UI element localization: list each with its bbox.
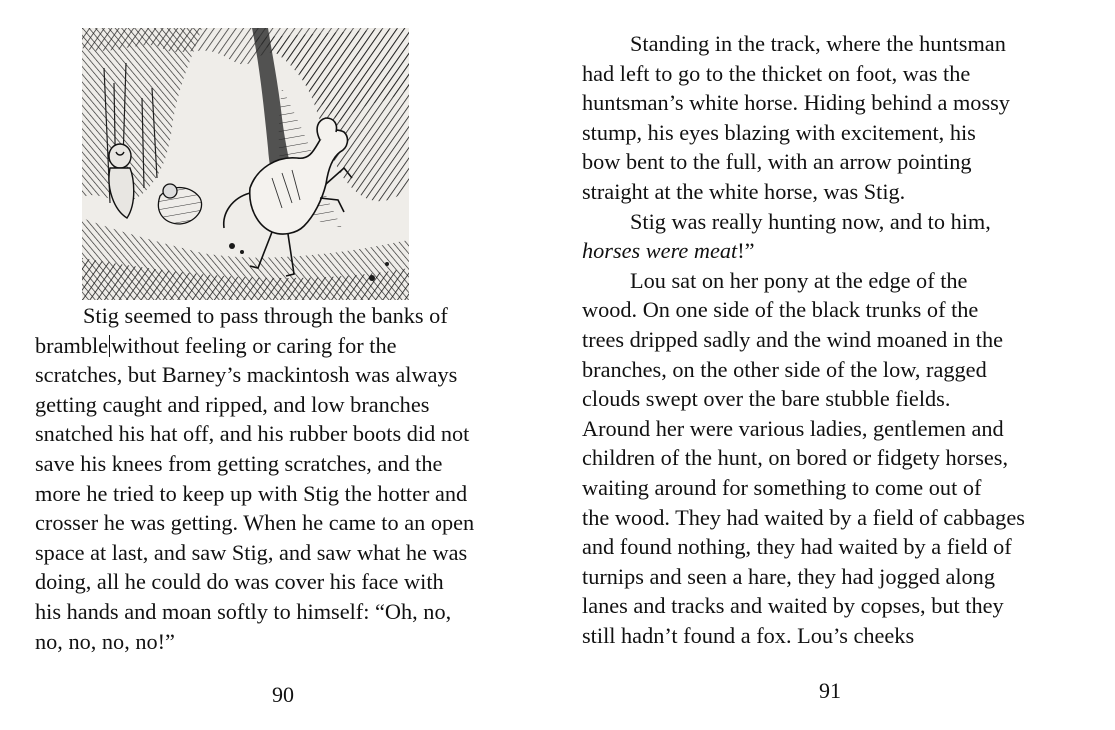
- italic-phrase: horses were meat: [582, 238, 738, 264]
- text-line: [35, 331, 474, 361]
- page-number-left: 90: [272, 682, 294, 707]
- right-page: [557, 0, 1115, 730]
- text-line: bow bent to the full, with an arrow pointing: [582, 149, 972, 175]
- text-line: children of the hunt, on bored or fidgety horses,: [582, 445, 1009, 471]
- text-line: scratches, but Barney’s mackintosh was always: [35, 362, 458, 388]
- text-segment: without feeling or caring for the: [111, 332, 397, 358]
- text-line: clouds swept over the bare stubble fields.: [582, 386, 951, 412]
- right-page-text: [582, 29, 1025, 650]
- text-line: Standing in the track, where the huntsman: [630, 31, 1006, 56]
- text-line: waiting around for something to come out of: [582, 474, 982, 500]
- text-line: huntsman’s white horse. Hiding behind a mossy: [582, 90, 1010, 116]
- left-page: [0, 0, 557, 730]
- text-line: crosser he was getting. When he came to an open: [35, 510, 475, 536]
- text-line: doing, all he could do was cover his face with: [35, 569, 444, 595]
- text-line: his hands and moan softly to himself: “Oh, no,: [35, 598, 452, 624]
- text-line: more he tried to keep up with Stig the hotter and: [35, 480, 468, 506]
- text-line: still hadn’t found a fox. Lou’s cheeks: [582, 622, 915, 648]
- text-line: the wood. They had waited by a field of cabbages: [582, 504, 1025, 530]
- text-line: lanes and tracks and waited by copses, but they: [582, 593, 1004, 619]
- text-line: Around her were various ladies, gentlemen and: [582, 415, 1004, 441]
- text-line: straight at the white horse, was Stig.: [582, 178, 906, 204]
- text-line: no, no, no, no!”: [35, 628, 175, 654]
- text-line: [582, 236, 1025, 266]
- text-cursor: [109, 335, 110, 357]
- text-line: save his knees from getting scratches, and the: [35, 450, 443, 476]
- text-line: Stig seemed to pass through the banks of: [83, 303, 448, 328]
- text-line: trees dripped sadly and the wind moaned in the: [582, 326, 1004, 352]
- left-page-text: [35, 301, 474, 656]
- text-line: and found nothing, they had waited by a field of: [582, 534, 1012, 560]
- horse-and-boys-sketch-icon: [82, 28, 409, 300]
- text-line: wood. On one side of the black trunks of the: [582, 297, 979, 323]
- ink-sketch-illustration: [82, 28, 409, 300]
- text-line: Lou sat on her pony at the edge of the: [630, 267, 968, 293]
- text-line: getting caught and ripped, and low branches: [35, 391, 430, 417]
- text-line: space at last, and saw Stig, and saw what he was: [35, 539, 468, 565]
- page-number-right: 91: [819, 678, 841, 703]
- text-line: snatched his hat off, and his rubber boots did not: [35, 421, 470, 447]
- text-line: branches, on the other side of the low, ragged: [582, 356, 987, 382]
- text-line: Stig was really hunting now, and to him,: [630, 208, 991, 234]
- text-line: turnips and seen a hare, they had jogged along: [582, 563, 995, 589]
- text-line: stump, his eyes blazing with excitement, his: [582, 119, 976, 145]
- text-line: had left to go to the thicket on foot, was the: [582, 60, 971, 86]
- text-segment: bramble: [35, 332, 109, 358]
- text-segment: !”: [737, 238, 755, 264]
